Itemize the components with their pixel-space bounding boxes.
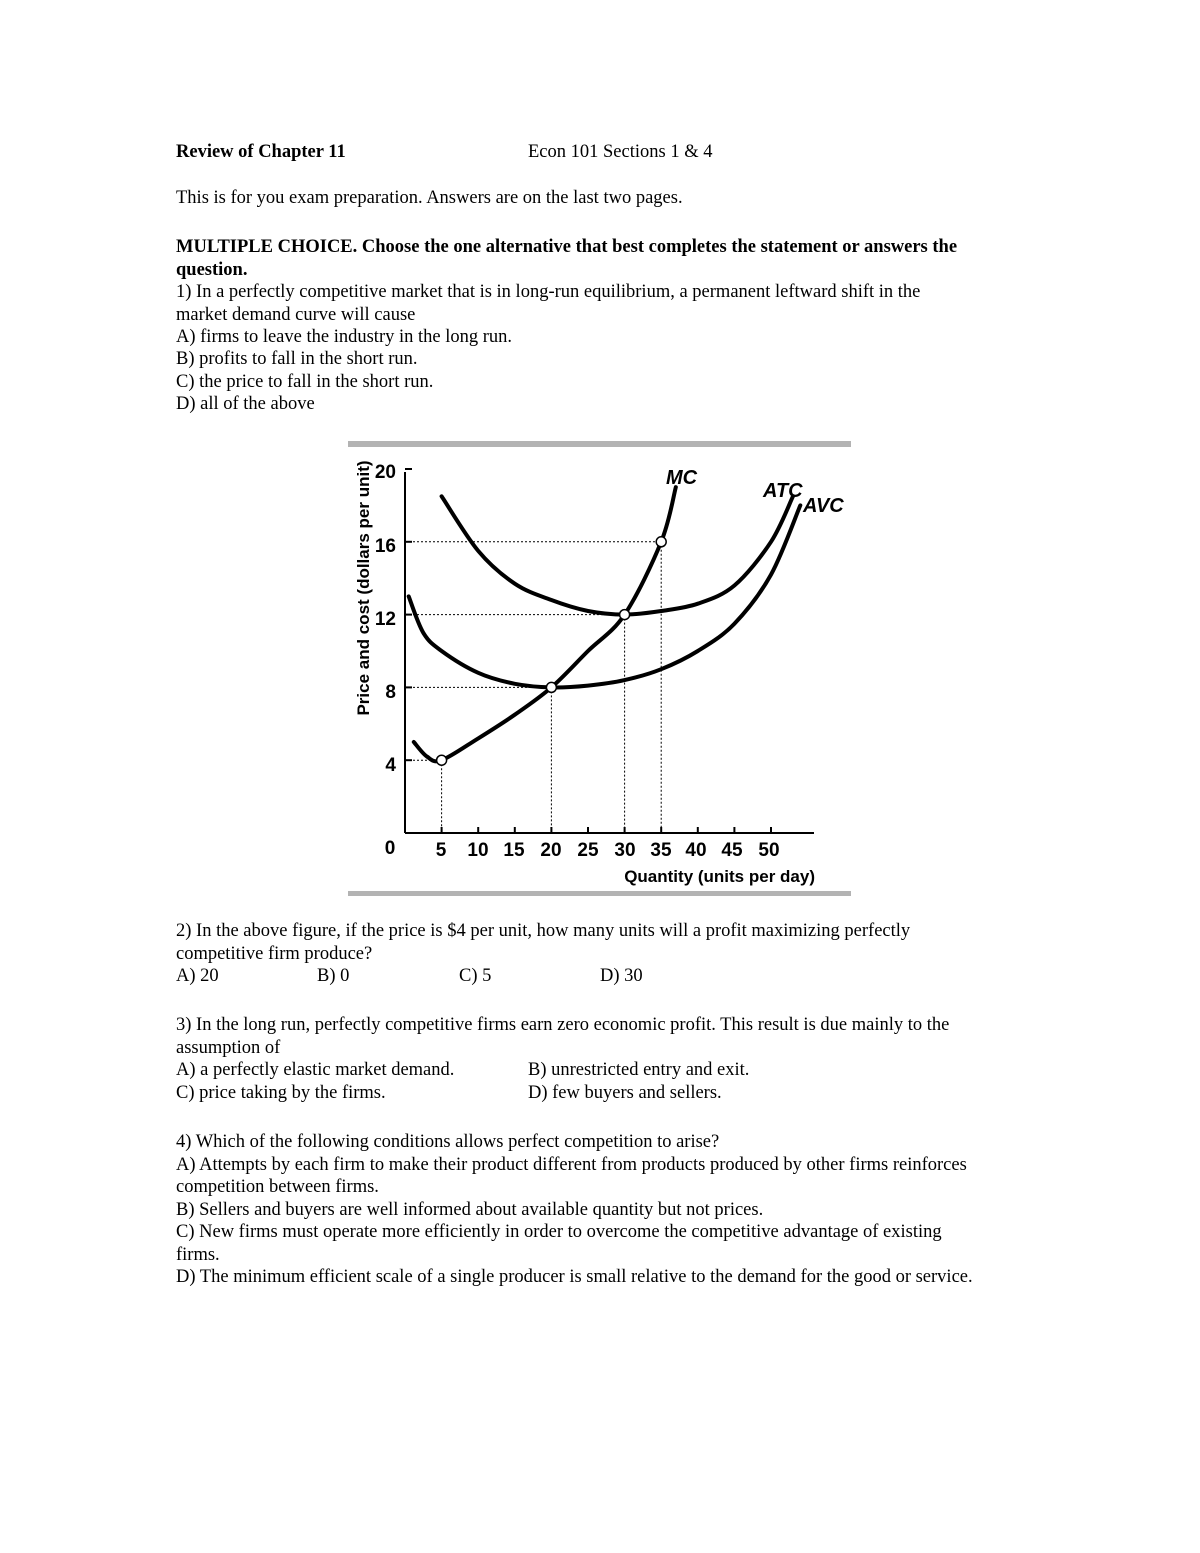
x-tick-5: 5 [435,840,447,861]
x-axis-label: Quantity (units per day) [624,867,815,886]
x-tick-25: 25 [577,840,599,861]
x-tick-15: 15 [503,840,525,861]
q2-option-a: A) 20 [176,966,219,986]
atc-label: ATC [763,480,803,502]
q3-option-a: A) a perfectly elastic market demand. [176,1060,455,1080]
q4-option-a-line2: competition between firms. [176,1177,379,1197]
origin-tick-0: 0 [384,838,396,859]
header-title: Review of Chapter 11 [176,142,346,162]
q3-option-d: D) few buyers and sellers. [528,1083,722,1103]
q1-stem-line1: 1) In a perfectly competitive market that is in long-run equilibrium, a permanent leftward shift in the [176,282,921,302]
q2-stem-line2: competitive firm produce? [176,944,373,964]
intro-text: This is for you exam preparation. Answers are on the last two pages. [176,188,683,208]
mc-curve [414,487,676,761]
x-tick-40: 40 [685,840,707,861]
marked-point-2 [620,610,630,620]
q1-option-b: B) profits to fall in the short run. [176,349,418,369]
q4-option-c-line2: firms. [176,1245,220,1265]
q4-option-b: B) Sellers and buyers are well informed about available quantity but not prices. [176,1200,764,1220]
x-tick-20: 20 [540,840,562,861]
header-course: Econ 101 Sections 1 & 4 [528,142,713,162]
y-tick-20: 20 [374,462,396,483]
marked-point-3 [656,537,666,547]
q3-stem-line1: 3) In the long run, perfectly competitive firms earn zero economic profit. This result is due mainly to the [176,1015,950,1035]
q1-option-c: C) the price to fall in the short run. [176,372,434,392]
q4-stem: 4) Which of the following conditions allows perfect competition to arise? [176,1132,720,1152]
mc-label: MC [666,467,698,489]
y-tick-8: 8 [385,682,396,703]
x-tick-45: 45 [721,840,743,861]
x-tick-35: 35 [650,840,672,861]
q3-stem-line2: assumption of [176,1038,281,1058]
y-tick-12: 12 [374,609,396,630]
y-tick-4: 4 [385,755,396,776]
q2-option-c: C) 5 [459,966,492,986]
y-axis-label: Price and cost (dollars per unit) [354,460,373,716]
y-tick-16: 16 [374,536,396,557]
q4-option-d: D) The minimum efficient scale of a single producer is small relative to the demand for the good or service. [176,1267,973,1287]
instructions-line1: MULTIPLE CHOICE. Choose the one alternative that best completes the statement or answers the [176,237,958,257]
q4-option-c-line1: C) New firms must operate more efficiently in order to overcome the competitive advantage of existing [176,1222,942,1242]
avc-curve [409,505,801,687]
marked-point-0 [437,755,447,765]
q1-option-a: A) firms to leave the industry in the long run. [176,327,513,347]
atc-curve [442,496,793,614]
q1-option-d: D) all of the above [176,394,315,414]
x-tick-10: 10 [467,840,489,861]
q4-option-a-line1: A) Attempts by each firm to make their product different from products produced by other firms reinforces [176,1155,967,1175]
figure-top-bar [348,441,851,447]
figure-bottom-bar [348,891,851,896]
marked-point-1 [546,682,556,692]
q2-stem-line1: 2) In the above figure, if the price is $4 per unit, how many units will a profit maximizing perfectly [176,921,911,941]
instructions-line2: question. [176,260,248,280]
q2-option-b: B) 0 [317,966,350,986]
q3-option-c: C) price taking by the firms. [176,1083,386,1103]
avc-label: AVC [803,495,844,517]
q3-option-b: B) unrestricted entry and exit. [528,1060,750,1080]
x-tick-30: 30 [614,840,636,861]
q2-option-d: D) 30 [600,966,643,986]
q1-stem-line2: market demand curve will cause [176,305,416,325]
x-tick-50: 50 [758,840,780,861]
